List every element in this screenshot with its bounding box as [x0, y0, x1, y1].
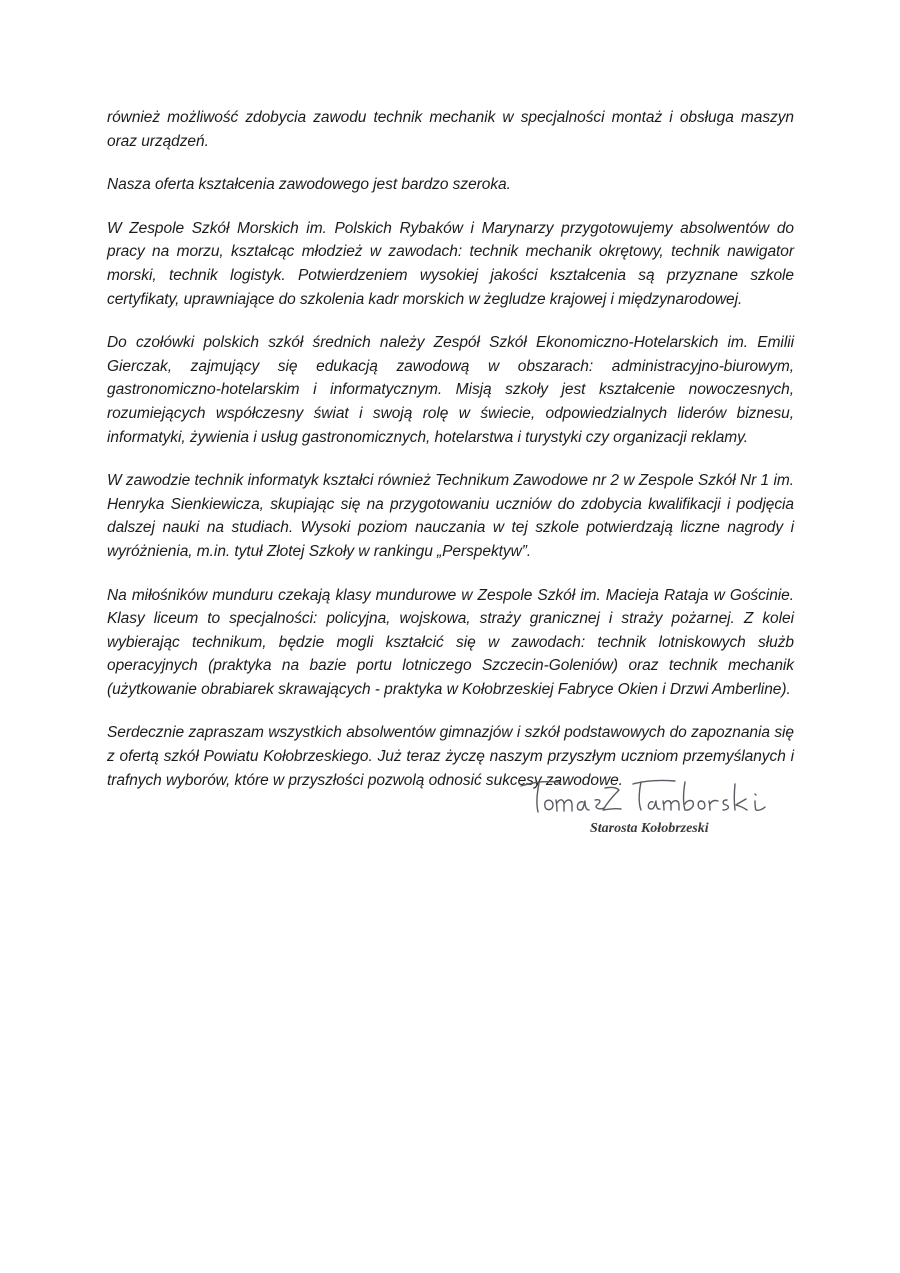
- paragraph-maritime-school: W Zespole Szkół Morskich im. Polskich Rybaków i Marynarzy przygotowujemy absolwentów do pracy na morzu, kształcąc młodzież w zawodach: technik mechanik okrętowy, technik nawigator morski, technik logistyk. Potwierdzeniem wysokiej jakości kształcenia są przyznane szkole certyfikaty, uprawniające do szkolenia kadr morskich w żegludze krajowej i międzynarodowej.: [107, 219, 794, 308]
- signature-block: [515, 770, 815, 850]
- document-body: [107, 106, 794, 812]
- paragraph-offer: Nasza oferta kształcenia zawodowego jest bardzo szeroka.: [107, 176, 511, 194]
- paragraph-uniformed-classes: Na miłośników munduru czekają klasy mundurowe w Zespole Szkół im. Macieja Rataja w Gościnie. Klasy liceum to specjalności: policyjna, wojskowa, straży granicznej i straży pożarnej. Z kolei wybierając technikum, będzie mogli kształcić się w zawodach: technik lotniskowych służb operacyjnych (praktyka na bazie portu lotniczego Szczecin-Goleniów) oraz technik mechanik (użytkowanie obrabiarek skrawających - praktyka w Kołobrzeskiej Fabryce Okien i Drzwi Amberline).: [107, 586, 794, 698]
- paragraph-occupations-intro: również możliwość zdobycia zawodu technik mechanik w specjalności montaż i obsługa maszyn oraz urządzeń.: [107, 109, 794, 150]
- paragraph-technikum-2: W zawodzie technik informatyk kształci również Technikum Zawodowe nr 2 w Zespole Szkół Nr 1 im. Henryka Sienkiewicza, skupiając się na przygotowaniu uczniów do zdobycia kwalifikacji i podjęcia dalszej nauki na studiach. Wysoki poziom nauczania w tej szkole potwierdzają liczne nagrody i wyróżnienia, m.in. tytuł Złotej Szkoły w rankingu „Perspektyw”.: [107, 472, 794, 560]
- paragraph-economic-hotel-school: Do czołówki polskich szkół średnich należy Zespół Szkół Ekonomiczno-Hotelarskich im. Emilii Gierczak, zajmujący się edukacją zawodową w obszarach: administracyjno-biurowym, gastronomiczno-hotelarskim i informatycznym. Misją szkoły jest kształcenie nowoczesnych, rozumiejących współczesny świat i swoją rolę w świecie, odpowiedzialnych liderów biznesu, informatyki, żywienia i usług gastronomicznych, hotelarstwa i turystyki czy organizacji reklamy.: [107, 334, 794, 446]
- signature-title: Starosta Kołobrzeski: [590, 821, 709, 836]
- paragraph-invitation: Serdecznie zapraszam wszystkich absolwentów gimnazjów i szkół podstawowych do zapoznania się z ofertą szkół Powiatu Kołobrzeskiego. Już teraz życzę naszym przyszłym uczniom przemyślanych i trafnych wyborów, które w przyszłości pozwolą odnosić sukcesy zawodowe.: [107, 724, 794, 789]
- handwritten-signature: [515, 770, 815, 822]
